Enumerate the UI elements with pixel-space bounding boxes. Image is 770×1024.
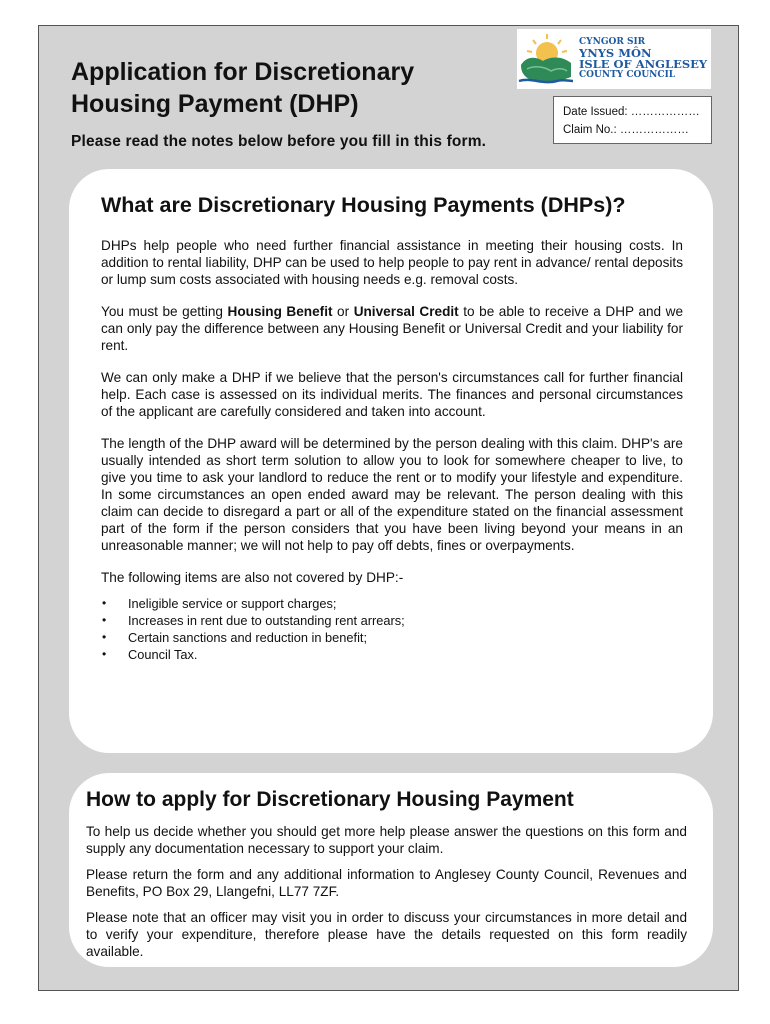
not-covered-list xyxy=(101,595,683,663)
claim-number-field: Claim No.: ……………… xyxy=(563,124,689,136)
how-to-apply-section xyxy=(69,773,713,967)
list-item: • Ineligible service or support charges; xyxy=(101,595,683,612)
housing-benefit-term: Housing Benefit xyxy=(227,304,333,319)
logo-text-ynys-mon: YNYS MÔN xyxy=(579,46,652,60)
office-use-box xyxy=(553,96,712,144)
page-subtitle: Please read the notes below before you fill in this form. xyxy=(71,133,487,150)
section-heading-what-are-dhps: What are Discretionary Housing Payments (DHPs)? xyxy=(101,193,626,217)
logo-text-isle-of-anglesey: ISLE OF ANGLESEY xyxy=(579,57,708,71)
paragraph-officer-visit: Please note that an officer may visit you in order to discuss your circumstances in more detail and to verify your expenditure, therefore please have the details requested on this form readily available. xyxy=(86,910,687,959)
eligibility-text-or: or xyxy=(332,304,354,319)
paragraph-eligibility xyxy=(101,303,683,354)
page-title xyxy=(71,56,414,120)
paragraph-answer-questions: To help us decide whether you should get more help please answer the questions on this form and supply any documentation necessary to support your claim. xyxy=(86,824,687,856)
logo-text-county-council: COUNTY COUNCIL xyxy=(579,70,676,80)
paragraph-dhp-purpose: DHPs help people who need further financial assistance in meeting their housing costs. In addition to rental liability, DHP can be used to help people to pay rent in advance/ rental deposits or lump sum costs associated with housing needs e.g. removal costs. xyxy=(101,238,683,287)
logo-text-cyngor-sir: CYNGOR SIR xyxy=(579,37,646,47)
paragraph-return-address: Please return the form and any additional information to Anglesey County Council, Revenues and Benefits, PO Box 29, Llangefni, LL77 7ZF. xyxy=(86,867,687,899)
paragraph-award-length: The length of the DHP award will be determined by the person dealing with this claim. DHP's are usually intended as short term solution to allow you to look for somewhere cheaper to live, to give you time to ask your landlord to reduce the rent or to modify your lifestyle and expenditure. In some circumstances an open ended award may be relevant. The person dealing with this claim can decide to disregard a part or all of the expenditure stated on the financial assessment part of the form if the person considers that you have been living beyond your means in an unreasonable manner; we will not help to pay off debts, fines or overpayments. xyxy=(101,436,683,553)
date-issued-field: Date Issued: ……………… xyxy=(563,106,700,118)
form-page xyxy=(38,25,739,991)
paragraph-assessment: We can only make a DHP if we believe that the person's circumstances call for further financial help. Each case is assessed on its individual merits. The finances and personal circumstances of the applicant are carefully considered and taken into account. xyxy=(101,370,683,419)
list-item: • Certain sanctions and reduction in benefit; xyxy=(101,629,683,646)
title-line-2: Housing Payment (DHP) xyxy=(71,90,359,118)
paragraph-not-covered-intro: The following items are also not covered by DHP:- xyxy=(101,570,404,585)
universal-credit-term: Universal Credit xyxy=(353,304,459,319)
eligibility-text-end: to be able to receive a DHP and we can only pay the difference between any Housing Benefit or Universal Credit and your liability for rent. xyxy=(101,304,683,353)
list-item: • Increases in rent due to outstanding rent arrears; xyxy=(101,612,683,629)
dhp-info-section xyxy=(69,169,713,753)
eligibility-text-start: You must be getting xyxy=(101,304,228,319)
list-item: • Council Tax. xyxy=(101,646,683,663)
title-line-1: Application for Discretionary xyxy=(71,58,415,86)
island-sun-emblem-icon xyxy=(517,31,575,87)
section-heading-how-to-apply: How to apply for Discretionary Housing Payment xyxy=(86,788,574,811)
council-logo xyxy=(517,29,711,89)
